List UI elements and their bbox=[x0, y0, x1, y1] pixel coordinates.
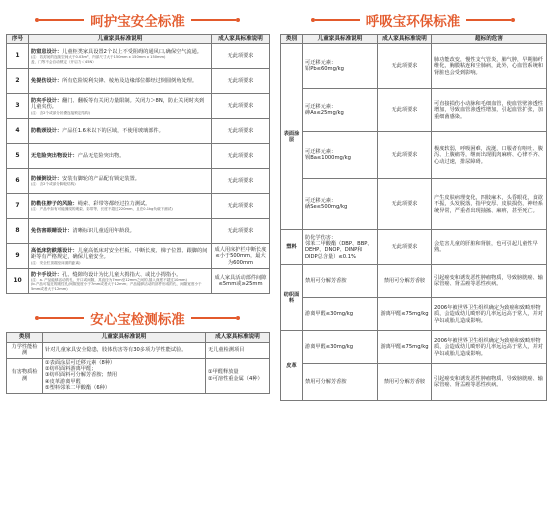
header-adult: 成人家具标准说明 bbox=[212, 35, 270, 44]
eco-row bbox=[281, 298, 547, 331]
standard-desc: 翻门、翻板等有关闭力量限制。关闭力＞8N，防止关闭时夹到儿童夹伤。 bbox=[31, 97, 205, 111]
standard-desc: 所有危险锐利尖锋、棱角及边缘部位都经过倒圆倒角处理。 bbox=[62, 78, 198, 85]
standard-desc: 清晰标识儿童适用年龄段。 bbox=[72, 228, 135, 235]
row-number: 3 bbox=[7, 94, 29, 119]
harm-description: 产生皮肤病理变化，四肢麻木，头昏眼花，食欲不振，头发脱落，指甲变厚、皮肤损伤，神经系统异常，严重者出现抽搐、麻痹，甚至死亡。 bbox=[432, 179, 547, 230]
row-number: 5 bbox=[7, 144, 29, 169]
harm-description: 2006年被世界卫生组织确定为致癌和致畸形物质，会造成幼儿畸形的几率远远高于常人，并对孕妇或胎儿造成影响。 bbox=[432, 298, 547, 331]
header-child: 儿童家具标准说明 bbox=[303, 35, 378, 44]
safety-row bbox=[7, 144, 270, 169]
eco-row bbox=[281, 179, 547, 230]
eco-row bbox=[281, 364, 547, 401]
safety-row bbox=[7, 119, 270, 144]
adult-standard: 禁用可分解芳香胺 bbox=[378, 265, 432, 298]
standard-desc: 孔、缝隙均设计为比儿童大拇指大、或比小拇指小。 bbox=[62, 271, 182, 278]
row-number: 4 bbox=[7, 119, 29, 144]
safety-row bbox=[7, 194, 270, 219]
standard-name: 防卡手设计： bbox=[31, 271, 63, 278]
eco-row bbox=[281, 44, 547, 89]
standard-note: (注：产品中如有可能缠绕的绳索、彩带等，长度不超过220mm，且在0.1kg负载下测试) bbox=[31, 207, 173, 212]
header-category: 类别 bbox=[7, 333, 43, 342]
eco-row bbox=[281, 331, 547, 364]
detection-table-header bbox=[7, 333, 270, 342]
standard-name: 高低床防跌落设计： bbox=[31, 247, 78, 254]
adult-standard: 无此项要求 bbox=[212, 144, 270, 169]
harm-description: 2006年被世界卫生组织确定为致癌和致畸形物质，会造成幼儿畸形的几率远远高于常人，并对孕妇或胎儿造成影响。 bbox=[432, 331, 547, 364]
child-standard bbox=[29, 194, 212, 219]
row-number: 6 bbox=[7, 169, 29, 194]
child-standard bbox=[29, 269, 212, 294]
adult-standard: 禁用可分解芳香胺 bbox=[378, 364, 432, 401]
safety-table-header bbox=[7, 35, 270, 44]
child-standard: 防化学伤害： 邻苯二甲酸酯（DBP、BBP、DEHP、DNOP、DINP和DIDP总含量）≤0.1% bbox=[303, 230, 378, 265]
standard-note: (注：若封闭的连续空间大于0.03m³，内部尺寸大于150mm x 150mm x 150mm) 盖、门等不会自动锁定（开启力＜45N） bbox=[31, 55, 166, 64]
detection-row bbox=[7, 342, 270, 358]
category-plastic: 塑料 bbox=[281, 230, 303, 265]
adult-standard: 无此项要求 bbox=[378, 179, 432, 230]
standard-name: 免伤害眼睛设计： bbox=[31, 228, 73, 235]
standard-name: 防勒颈设计： bbox=[31, 128, 63, 135]
child-standard: 可迁移元素： 钡Ba≤1000mg/kg bbox=[303, 132, 378, 179]
standard-name: 防夹手设计： bbox=[31, 97, 63, 104]
safety-row bbox=[7, 69, 270, 94]
child-standard: 禁用可分解芳香胺 bbox=[303, 265, 378, 298]
harm-description: 肺功能改变，慢性支气管炎，肺气肿，早期肺纤维化，胸膜粘连和尘肺病，此外，心血管系统和肾脏也会受到影响。 bbox=[432, 44, 547, 89]
eco-row bbox=[281, 89, 547, 132]
adult-standard: 无此项要求 bbox=[212, 44, 270, 69]
child-standard bbox=[29, 244, 212, 269]
row-number: 9 bbox=[7, 244, 29, 269]
detection-standard-table bbox=[6, 332, 270, 393]
detection-title-text: 安心宝检测标准 bbox=[90, 312, 185, 329]
adult-standard: 无此项要求 bbox=[212, 219, 270, 244]
child-standard bbox=[29, 44, 212, 69]
safety-row bbox=[7, 94, 270, 119]
eco-table-header bbox=[281, 35, 547, 44]
child-standard bbox=[29, 144, 212, 169]
category-textile: 纺织面料 bbox=[281, 265, 303, 331]
safety-standard-title bbox=[6, 6, 269, 34]
child-standard: 可迁移元素： 铅Pb≤60mg/kg bbox=[303, 44, 378, 89]
standard-name: 防勒住脖子的风险： bbox=[31, 201, 78, 207]
child-standard bbox=[29, 119, 212, 144]
standard-note: (注：含2个或部分折叠连接锁定结构) bbox=[31, 110, 90, 115]
adult-standard: 游离甲醛≤75mg/kg bbox=[378, 298, 432, 331]
standard-name: 防窒息设计： bbox=[31, 48, 63, 55]
category: 力学性能检测 bbox=[7, 342, 43, 358]
child-standard: 针对儿童家具安全隐患，肢体伤害等有30多项力学性能试验。 bbox=[43, 342, 206, 358]
category-leather: 皮革 bbox=[281, 331, 303, 401]
detection-standard-title bbox=[6, 304, 269, 332]
standard-desc: 产品任1.6米以下的区域，不使用玻璃部件。 bbox=[62, 128, 164, 135]
right-column bbox=[280, 0, 546, 401]
child-standard: 游离甲醛≤30mg/kg bbox=[303, 298, 378, 331]
adult-standard: 无此项要求 bbox=[378, 89, 432, 132]
child-standard bbox=[29, 169, 212, 194]
harm-description: 引起癌变和诱发恶性肿瘤物质，导致膀胱癌、输尿管癌、肾盂癌等恶性疾病。 bbox=[432, 364, 547, 401]
header-child: 儿童家具标准说明 bbox=[29, 35, 212, 44]
harm-description: 可直接损伤小动脉和毛细血管，使血管壁渗透性增加，导致血管渗透性增加，引起血管扩张，加重细菌感染。 bbox=[432, 89, 547, 132]
harm-description: 极度软弱，呼吸困难，流涎，口服者有呕吐、腹泻、上腹痛等，继而出现肌肉麻痹、心律不齐、心动过速，排尿障碍。 bbox=[432, 132, 547, 179]
adult-standard: 无此项要求 bbox=[378, 132, 432, 179]
adult-standard: 无此项要求 bbox=[212, 169, 270, 194]
safety-title-text: 呵护宝安全标准 bbox=[90, 14, 185, 30]
child-standard bbox=[29, 219, 212, 244]
eco-row bbox=[281, 265, 547, 298]
safety-row bbox=[7, 169, 270, 194]
eco-title-text: 呼吸宝环保标准 bbox=[365, 14, 461, 30]
eco-row bbox=[281, 132, 547, 179]
adult-standard: 无此项要求 bbox=[212, 119, 270, 144]
row-number: 2 bbox=[7, 69, 29, 94]
adult-standard: 游离甲醛≤75mg/kg bbox=[378, 331, 432, 364]
standard-note: (注：a. 产品能够活动的孔、开口或间隙，其直径为7mm至12mm之间的,插入深度不超过10mm) (b.产品可接近的刚性孔/间隙宽度小于7mm或者大于12mm；产品能够活动的部件形成的孔、间隙宽度小于5mm或者大于12mm) bbox=[31, 278, 202, 291]
adult-standard: 无此项要求 bbox=[212, 94, 270, 119]
standard-name: 防倾倒设计： bbox=[31, 176, 63, 182]
safety-row bbox=[7, 244, 270, 269]
row-number: 10 bbox=[7, 269, 29, 294]
header-adult: 成人家具标准说明 bbox=[378, 35, 432, 44]
adult-standard: 无此项要求 bbox=[378, 230, 432, 265]
child-standard: 游离甲醛≤30mg/kg bbox=[303, 331, 378, 364]
adult-standard: 无此项要求 bbox=[212, 69, 270, 94]
header-child: 儿童家具标准说明 bbox=[43, 333, 206, 342]
eco-row bbox=[281, 230, 547, 265]
left-column bbox=[6, 0, 269, 394]
adult-standard: 无儿童检测项目 bbox=[206, 342, 270, 358]
adult-standard: 无此项要求 bbox=[378, 44, 432, 89]
standard-name: 无危险突出物设计： bbox=[31, 153, 78, 160]
detection-row bbox=[7, 358, 270, 393]
adult-standard: 成人用床护栏中断长度≤小于500mm，最大为600mm bbox=[212, 244, 270, 269]
harm-description: 会危害儿童的肝脏和肾脏，也可引起儿童性早熟。 bbox=[432, 230, 547, 265]
eco-standard-table bbox=[280, 34, 547, 401]
standard-desc: 儿童高低床对安全栏板、中断长度、梯子位置、跟脚的间距等有严格规定，确保儿童安全。 bbox=[31, 247, 208, 261]
header-no: 序号 bbox=[7, 35, 29, 44]
child-standard bbox=[29, 94, 212, 119]
safety-row bbox=[7, 269, 270, 294]
category-surface-coating: 表面涂层 bbox=[281, 44, 303, 230]
adult-standard: 无此项要求 bbox=[212, 194, 270, 219]
standard-note: (注：安全栏顶端至床面的距离) bbox=[31, 260, 81, 265]
standard-desc: 绳索、彩带等都经过拉力测试。 bbox=[77, 201, 151, 207]
standard-desc: 儿童柜类家具设置2个以上不受阻碍的通风口,确保空气流通。 bbox=[62, 48, 202, 55]
child-standard: ①表面涂层可迁移元素（8种） ②纺织面料游离甲醛； ③纺织面料可分解芳香胺；禁用 ④皮革游离甲醛 ⑤塑料邻苯二甲酸酯（6种） bbox=[43, 358, 206, 393]
standard-note: (注：含2个或部分脚轮结构) bbox=[31, 182, 76, 187]
row-number: 1 bbox=[7, 44, 29, 69]
category: 有害物质检测 bbox=[7, 358, 43, 393]
title-bar-left bbox=[39, 19, 84, 21]
safety-row bbox=[7, 44, 270, 69]
child-standard: 禁用可分解芳香胺 bbox=[303, 364, 378, 401]
standard-name: 免提伤设计： bbox=[31, 78, 63, 85]
eco-standard-title bbox=[280, 6, 546, 34]
standard-desc: 安装有脚轮的产品配有锁定装置。 bbox=[62, 176, 140, 182]
header-harm: 超标的危害 bbox=[432, 35, 547, 44]
row-number: 7 bbox=[7, 194, 29, 219]
child-standard: 可迁移元素： 硒Se≤500mg/kg bbox=[303, 179, 378, 230]
header-category: 类别 bbox=[281, 35, 303, 44]
header-adult: 成人家具标准说明 bbox=[206, 333, 270, 342]
title-bar-right bbox=[191, 19, 236, 21]
child-standard bbox=[29, 69, 212, 94]
safety-standard-table bbox=[6, 34, 270, 294]
child-standard: 可迁移元素： 砷As≤25mg/kg bbox=[303, 89, 378, 132]
safety-row bbox=[7, 219, 270, 244]
standard-desc: 产品无危险突出物。 bbox=[77, 153, 125, 160]
adult-standard: ①甲醛释放量 ②可溶性重金属（4种） bbox=[206, 358, 270, 393]
harm-description: 引起癌变和诱发恶性肿瘤物质，导致膀胱癌、输尿管癌、肾盂癌等恶性疾病。 bbox=[432, 265, 547, 298]
row-number: 8 bbox=[7, 219, 29, 244]
adult-standard: 成人家具活动部件间隙≤5mm或≥25mm bbox=[212, 269, 270, 294]
